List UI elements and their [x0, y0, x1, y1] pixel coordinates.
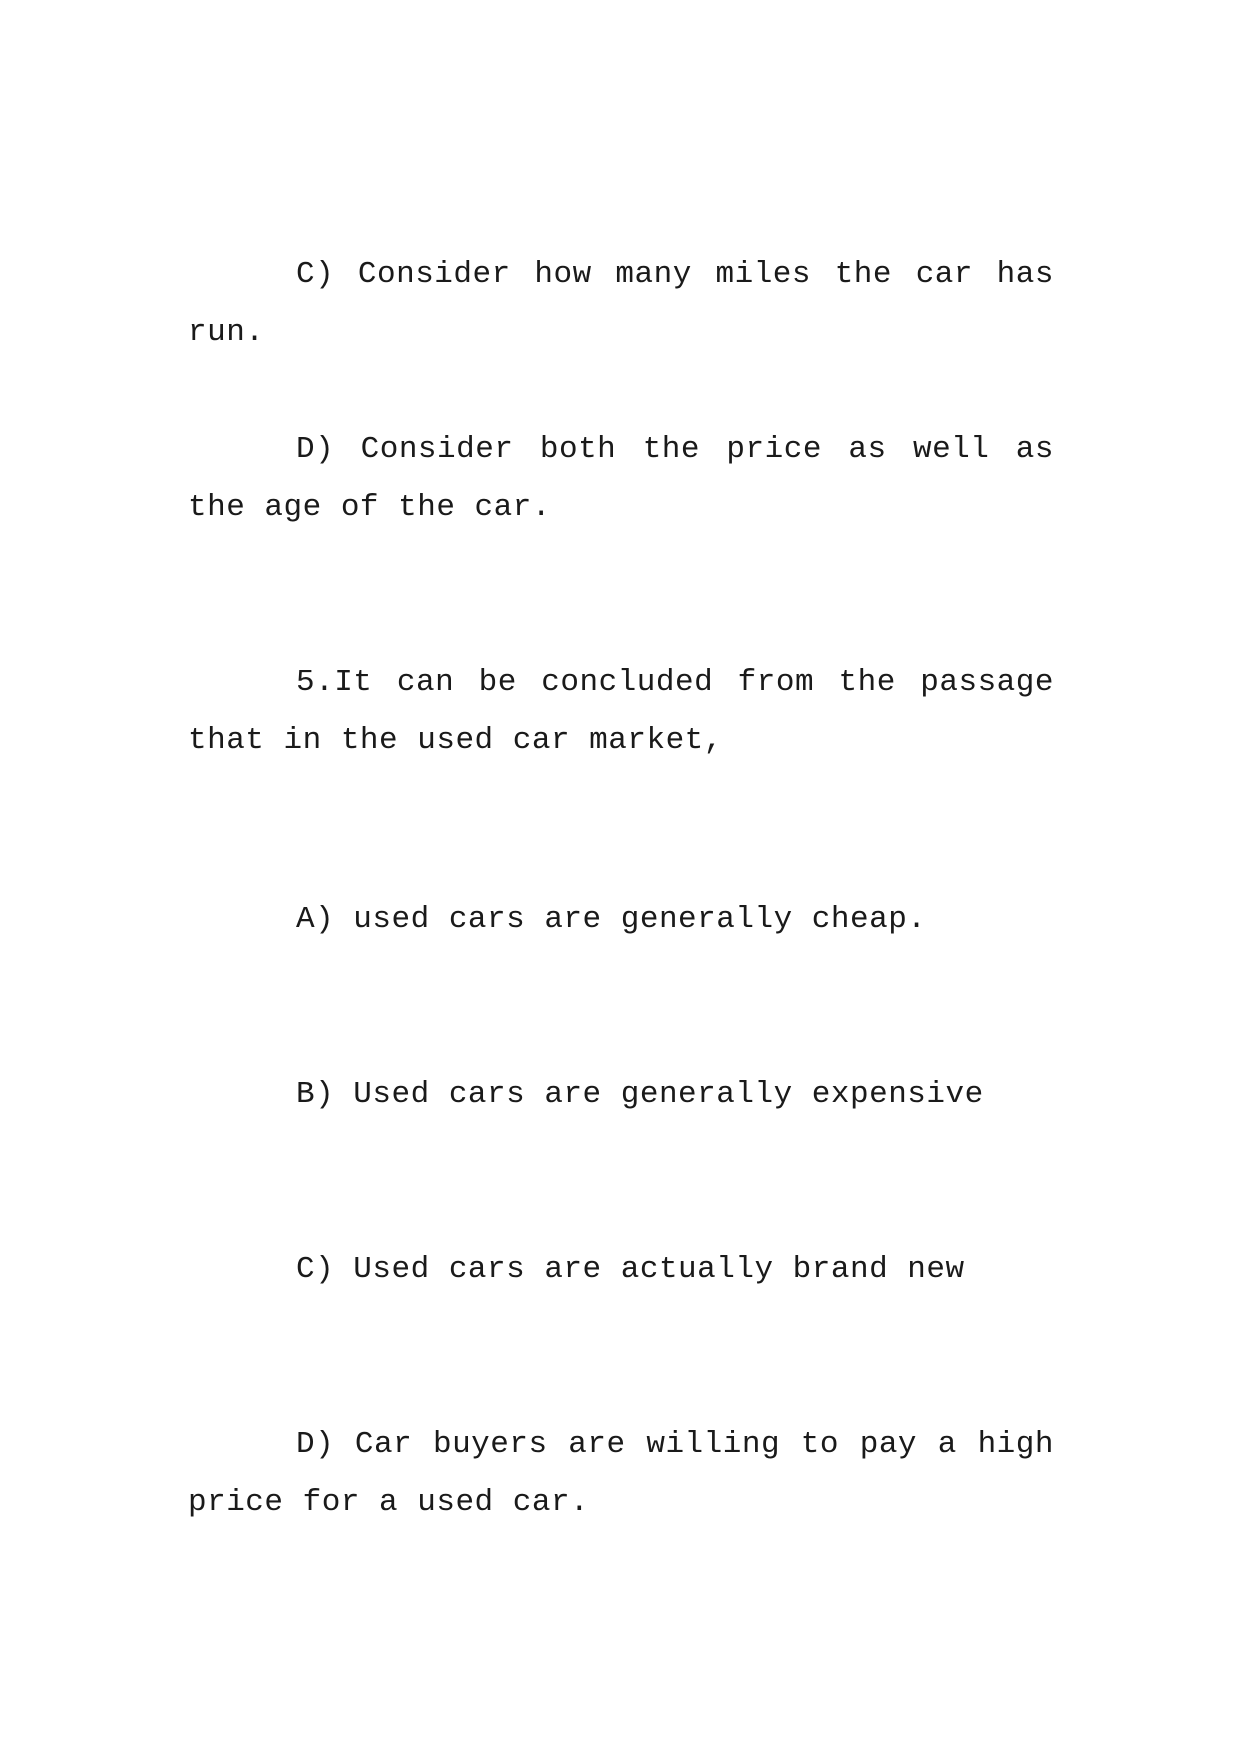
option-c-q5: C) Used cars are actually brand new [296, 1252, 965, 1287]
option-a-q5: A) used cars are generally cheap. [296, 902, 927, 937]
option-c-q4: C) Consider how many miles the car has run. [188, 257, 1054, 350]
option-d-q5: D) Car buyers are willing to pay a high price for a used car. [188, 1427, 1054, 1520]
option-b-q5: B) Used cars are generally expensive [296, 1077, 984, 1112]
option-d-q4: D) Consider both the price as well as the age of the car. [188, 432, 1054, 525]
question-5: 5.It can be concluded from the passage that in the used car market, [188, 665, 1054, 758]
